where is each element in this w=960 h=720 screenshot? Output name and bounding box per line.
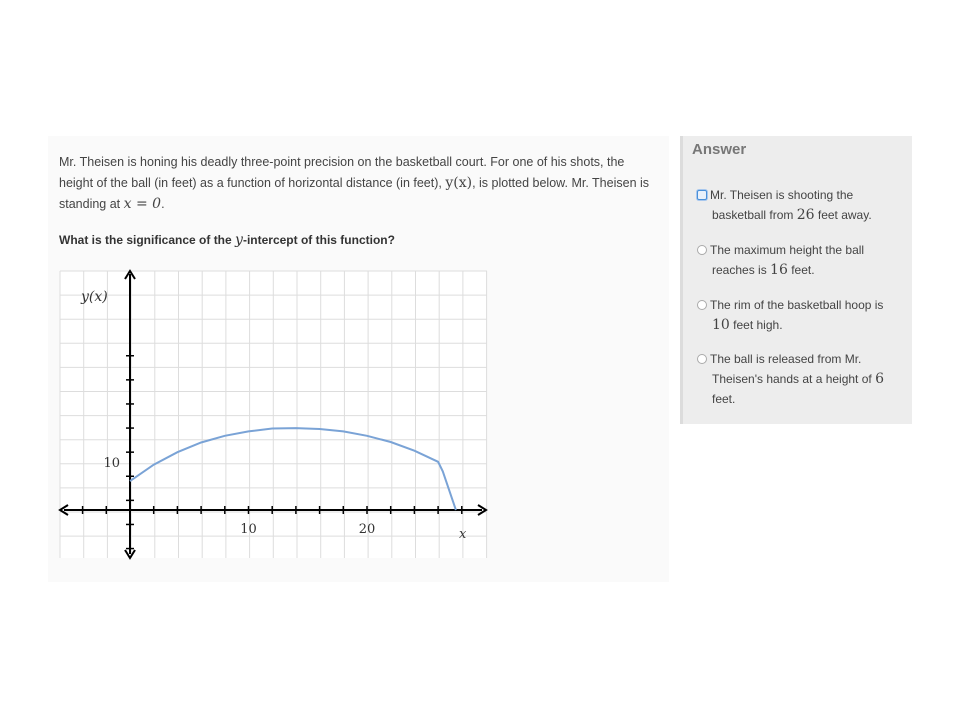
radio-button[interactable]	[697, 354, 707, 364]
radio-button[interactable]	[697, 245, 707, 255]
choice-number: 16	[770, 262, 788, 278]
y-tick-label: 10	[103, 455, 120, 471]
answer-title: Answer	[692, 141, 747, 158]
choice-label-line2	[697, 315, 907, 335]
choice-26-feet-away[interactable]	[697, 185, 907, 225]
choice-label-line2	[697, 369, 907, 389]
choice-label-line3: feet.	[712, 392, 736, 406]
math-function-y-of-x: y(x)	[445, 175, 473, 191]
choice-text: reaches is	[712, 263, 771, 277]
radio-button[interactable]	[697, 300, 707, 310]
radio-button[interactable]	[697, 190, 707, 200]
choice-text: feet away.	[814, 208, 872, 222]
choice-label-line2	[697, 260, 907, 280]
choice-label-line1: The maximum height the ball	[710, 243, 865, 257]
choice-label-line1: The ball is released from Mr.	[710, 352, 862, 366]
x-axis-label: x	[459, 527, 467, 542]
math-x-equals-0: x = 0	[123, 196, 162, 212]
prompt-part2: -intercept of this function?	[242, 233, 395, 247]
prompt-part1: What is the significance of the	[59, 233, 236, 247]
x-tick-label: 10	[240, 522, 257, 537]
answer-panel	[680, 136, 912, 424]
choice-text: feet.	[787, 263, 815, 277]
prompt-math-y: y	[235, 232, 243, 248]
choice-text: basketball from	[712, 208, 797, 222]
question-text-part1: Mr. Theisen is honing his deadly three-point precision on the basketball court. For one of his shots, the height of the ball (in feet) as a function of horizontal distance (in feet),	[59, 155, 625, 190]
choice-number: 6	[875, 371, 884, 387]
choice-text: feet high.	[729, 318, 783, 332]
choice-label-line1: Mr. Theisen is shooting the	[710, 188, 854, 202]
function-graph	[48, 136, 669, 582]
choice-number: 26	[796, 207, 815, 223]
y-axis-label: y(x)	[81, 289, 108, 305]
choice-max-height-16[interactable]	[697, 240, 907, 280]
choice-label-line1: The rim of the basketball hoop is	[710, 298, 884, 312]
choice-rim-10-feet[interactable]	[697, 295, 907, 335]
choice-released-at-6-feet[interactable]	[697, 349, 907, 409]
choice-label-line2	[697, 205, 907, 225]
question-text-part3: .	[161, 197, 165, 211]
question-text-part2: , is plotted below. Mr. Theisen is standing at	[59, 176, 650, 211]
choice-number: 10	[712, 317, 730, 333]
x-tick-label: 20	[358, 522, 376, 537]
choice-text: Theisen's hands at a height of	[712, 372, 876, 386]
question-panel	[48, 136, 669, 582]
